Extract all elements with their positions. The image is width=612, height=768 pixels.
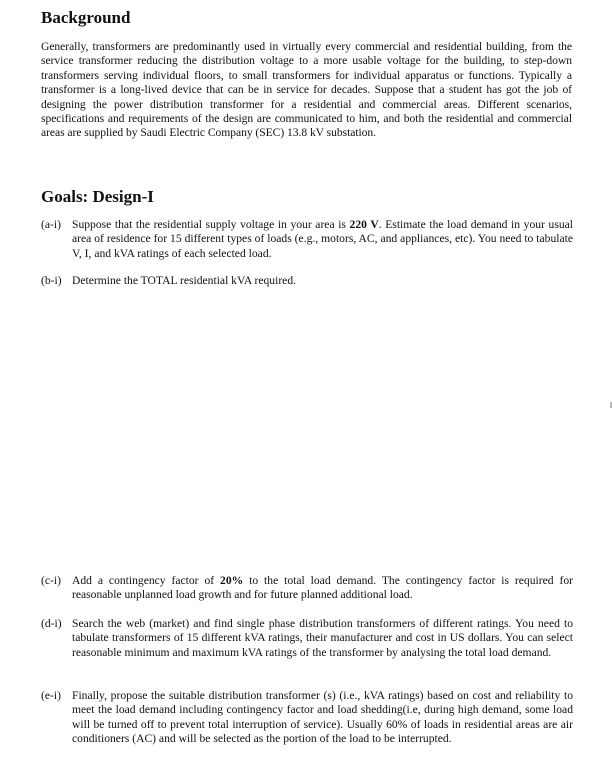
goal-item-text: Determine the TOTAL residential kVA required. — [72, 274, 297, 287]
goal-text-bold: 20% — [220, 574, 244, 587]
goals-heading: Goals: Design-I — [41, 187, 154, 206]
goal-item-d-i — [41, 617, 573, 660]
goal-item-b-i — [41, 274, 573, 288]
goal-item-text — [72, 574, 573, 603]
goal-item-label: (d-i) — [41, 617, 62, 630]
background-paragraph: Generally, transformers are predominantly used in virtually every commercial and residential building, from the service transformer reducing the distribution voltage to a more usable voltage for the building, to step-down transformers serving individual floors, to small transformers for individual apparatus or functions. Typically a transformer is a long-lived device that can be in service for decades. Suppose that a student has got the job of designing the power distribution transformer for a residential and commercial areas. Different scenarios, specifications and requirements of the design are communicated to him, and both the residential and commercial areas are supplied by Saudi Electric Company (SEC) 13.8 kV substation. — [41, 40, 572, 140]
goal-item-text: Search the web (market) and find single phase distribution transformers of different ratings. You need to tabulate transformers of 15 different kVA ratings, their manufacturer and cost in US dollars. You can select reasonable minimum and maximum kVA ratings of the transformer by analysing the total load demand. — [72, 617, 573, 659]
goal-item-c-i — [41, 574, 573, 603]
goal-item-label: (b-i) — [41, 274, 62, 287]
goal-item-text: Finally, propose the suitable distribution transformer (s) (i.e., kVA ratings) based on cost and reliability to meet the load demand including contingency factor and load shedding(i.e, during high demand, some load will be turned off to prevent total interruption of service). Usually 60% of loads in residential areas are air conditioners (AC) and will be selected as the portion of the load to be interrupted. — [72, 689, 573, 746]
background-heading: Background — [41, 8, 131, 27]
goal-item-e-i — [41, 689, 573, 747]
goal-text-part: to the total load demand. The contingency factor is required for reasonable unplanned load growth and for future planned additional load. — [72, 574, 573, 602]
goal-text-part: . Estimate the load demand in your usual area of residence for 15 different types of loads (e.g., motors, AC, and appliances, etc). You need to tabulate V, I, and kVA ratings of each selected load. — [72, 218, 573, 260]
goal-text-part: Add a contingency factor of — [72, 574, 221, 587]
goal-item-label: (e-i) — [41, 689, 61, 702]
goal-item-label: (a-i) — [41, 218, 61, 231]
goal-item-text — [72, 218, 573, 261]
goal-item-a-i — [41, 218, 573, 261]
goal-text-bold: 220 V — [349, 218, 379, 231]
goal-text-part: Suppose that the residential supply voltage in your area is — [72, 218, 350, 231]
goal-item-label: (c-i) — [41, 574, 61, 587]
